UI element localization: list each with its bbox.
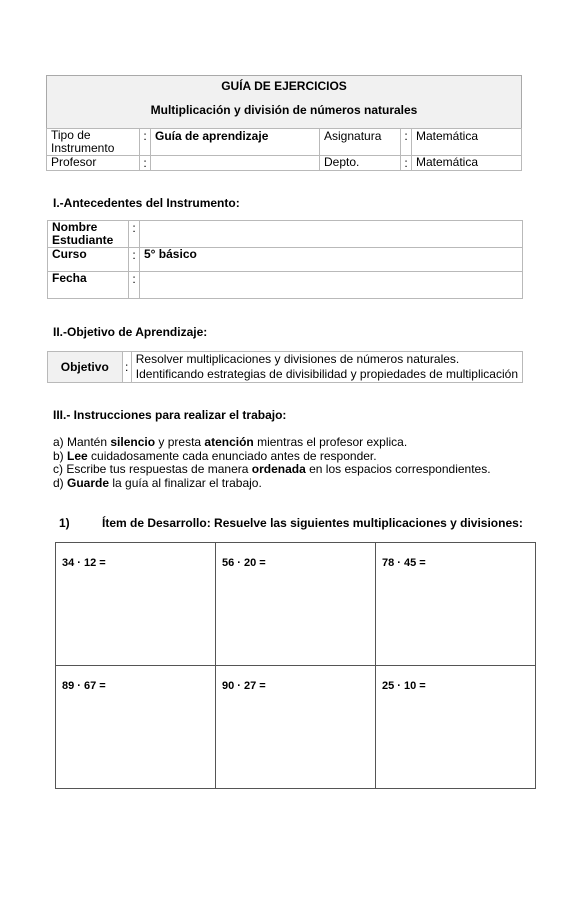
instruction-bold: atención: [204, 435, 254, 449]
instruction-bold: ordenada: [251, 462, 306, 476]
colon: :: [401, 156, 412, 171]
colon: :: [401, 129, 412, 156]
instruction-bold: Guarde: [67, 475, 110, 490]
colon: :: [129, 221, 140, 248]
document-subtitle: Multiplicación y división de números naturales: [150, 103, 418, 117]
curso-value: 5° básico: [140, 248, 523, 272]
exercise-expression: 25 · 10 =: [382, 680, 426, 692]
exercise-expression: 90 · 27 =: [222, 680, 266, 692]
section-objetivo-title: II.-Objetivo de Aprendizaje:: [53, 325, 208, 339]
document-title: GUÍA DE EJERCICIOS: [221, 79, 347, 93]
exercise-expression: 34 · 12 =: [62, 557, 106, 569]
nombre-estudiante-field[interactable]: [140, 221, 523, 248]
nombre-estudiante-label: Nombre Estudiante: [48, 221, 129, 248]
colon: :: [129, 272, 140, 299]
instruction-text: y presta: [155, 435, 205, 449]
depto-label: Depto.: [320, 156, 401, 171]
section-antecedentes-title: I.-Antecedentes del Instrumento:: [53, 196, 240, 210]
instruction-bold: silencio: [110, 435, 156, 449]
depto-value: Matemática: [412, 156, 522, 171]
instrument-info-table: [46, 128, 522, 171]
exercise-title: Ítem de Desarrollo: Resuelve las siguientes multiplicaciones y divisiones:: [102, 516, 523, 530]
instruction-text: cuidadosamente cada enunciado antes de responder.: [87, 448, 377, 463]
header-title-box: [46, 75, 522, 129]
curso-label: Curso: [48, 248, 129, 272]
document-header: [46, 75, 522, 170]
tipo-instrumento-label: Tipo de Instrumento: [47, 129, 140, 156]
exercise-cell[interactable]: [56, 543, 216, 666]
profesor-label: Profesor: [47, 156, 140, 171]
exercise-cell[interactable]: [376, 666, 536, 789]
instruction-item: [53, 450, 491, 464]
instruction-text: a) Mantén: [53, 435, 111, 449]
section-instrucciones-title: III.- Instrucciones para realizar el trabajo:: [53, 408, 287, 422]
instruction-text: d): [53, 475, 68, 490]
exercise-cell[interactable]: [56, 666, 216, 789]
fecha-label: Fecha: [48, 272, 129, 299]
profesor-value[interactable]: [151, 156, 320, 171]
instruction-item: [53, 463, 491, 477]
colon: :: [140, 129, 151, 156]
instruction-item: [53, 477, 491, 491]
asignatura-label: Asignatura: [320, 129, 401, 156]
colon: :: [122, 352, 131, 383]
exercise-cell[interactable]: [216, 666, 376, 789]
objetivo-text: [131, 352, 522, 383]
instruction-text: la guía al finalizar el trabajo.: [109, 475, 262, 490]
instruction-text: en los espacios correspondientes.: [305, 462, 491, 476]
instruction-text: mientras el profesor explica.: [253, 435, 408, 449]
instruction-text: c) Escribe tus respuestas de manera: [53, 462, 252, 476]
asignatura-value: Matemática: [412, 129, 522, 156]
objetivo-label: Objetivo: [48, 352, 123, 383]
exercise-cell[interactable]: [216, 543, 376, 666]
objetivo-line-1: Resolver multiplicaciones y divisiones de números naturales.: [135, 352, 460, 366]
objetivo-table: [47, 351, 523, 383]
exercise-grid: [55, 542, 536, 789]
instruction-text: b): [53, 448, 68, 463]
instruction-bold: Lee: [67, 448, 88, 463]
exercise-cell[interactable]: [376, 543, 536, 666]
fecha-field[interactable]: [140, 272, 523, 299]
instruction-item: [53, 436, 491, 450]
objetivo-line-2: Identificando estrategias de divisibilidad y propiedades de multiplicación: [135, 367, 518, 381]
colon: :: [129, 248, 140, 272]
student-info-table: [47, 220, 523, 299]
exercise-number: 1): [59, 516, 70, 530]
colon: :: [140, 156, 151, 171]
instructions-list: [53, 436, 491, 490]
exercise-expression: 56 · 20 =: [222, 557, 266, 569]
exercise-expression: 78 · 45 =: [382, 557, 426, 569]
exercise-expression: 89 · 67 =: [62, 680, 106, 692]
tipo-instrumento-value: Guía de aprendizaje: [151, 129, 320, 156]
